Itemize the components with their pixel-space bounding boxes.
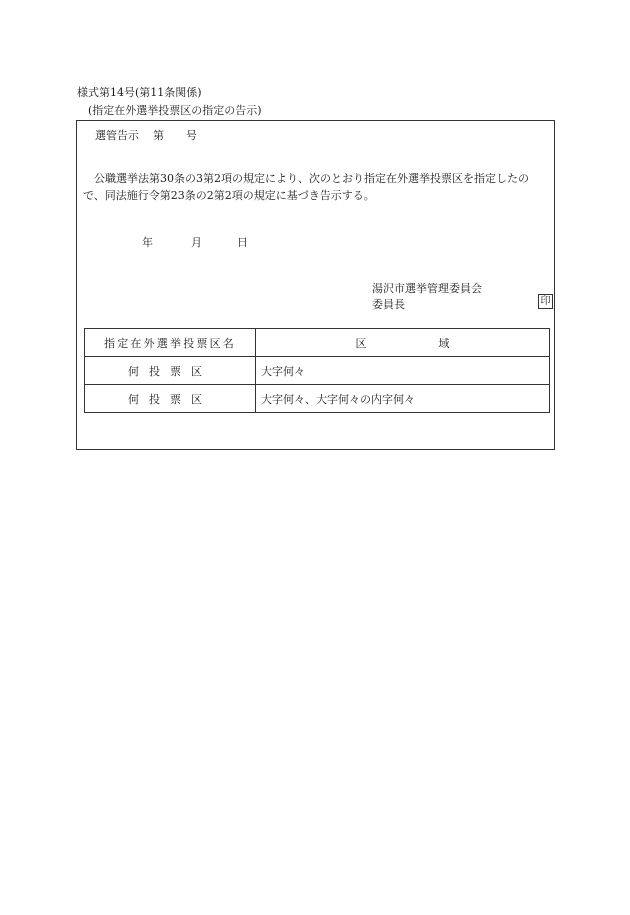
- header-district-name: 指定在外選挙投票区名: [85, 329, 256, 357]
- notice-number-line: [95, 127, 197, 143]
- seal-mark: 印: [538, 294, 553, 309]
- header-area-a: 区: [355, 336, 367, 350]
- district-area-cell: 大字何々、大字何々の内字何々: [256, 385, 550, 413]
- committee-name: 湯沢市選挙管理委員会: [372, 282, 482, 295]
- date-line: [142, 234, 248, 250]
- header-area-b: 域: [438, 336, 450, 350]
- notice-label: 選管告示: [95, 129, 139, 142]
- district-name-cell: 何投票区: [85, 357, 256, 385]
- form-subtitle: (指定在外選挙投票区の指定の告示): [88, 104, 262, 117]
- chair-title: 委員長: [372, 298, 405, 311]
- notice-form-box: [76, 120, 555, 450]
- date-day: 日: [237, 236, 248, 249]
- district-area-cell: 大字何々: [256, 357, 550, 385]
- district-name-cell: 何投票区: [85, 385, 256, 413]
- notice-dai: 第: [153, 129, 164, 142]
- table-header-row: [85, 329, 550, 357]
- date-year: 年: [142, 236, 153, 249]
- date-month: 月: [191, 236, 202, 249]
- form-number: 様式第14号(第11条関係): [77, 86, 202, 99]
- notice-body-text: 公職選挙法第30条の3第2項の規定により、次のとおり指定在外選挙投票区を指定したので、同法施行令第23条の2第2項の規定に基づき告示する。: [83, 172, 529, 202]
- table-row: [85, 385, 550, 413]
- table-row: [85, 357, 550, 385]
- notice-go: 号: [186, 129, 197, 142]
- district-table: [84, 328, 550, 413]
- header-area: [256, 329, 550, 357]
